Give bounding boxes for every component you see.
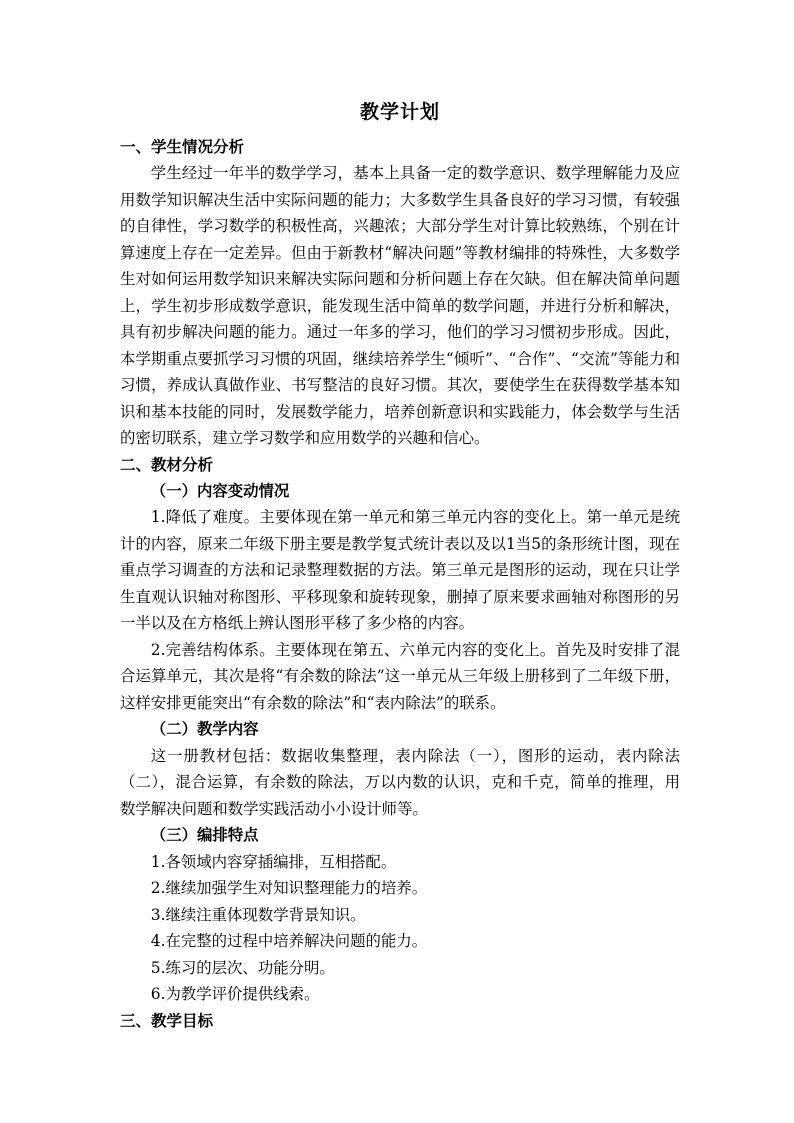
section-heading-student-analysis: 一、学生情况分析 [120, 138, 245, 156]
list-item: 2.继续加强学生对知识整理能力的培养。 [150, 879, 428, 897]
student-analysis-paragraph: 学生经过一年半的数学学习，基本上具备一定的数学意识、数学理解能力及应用数学知识解决生活中实际问题的能力；大多数学生具备良好的学习习惯，有较强的自律性，学习数学的积极性高，兴趣浓；大部分学生对计算比较熟练，个别在计算速度上存在一定差异。但由于新教材“解决问题”等教材编排的特殊性，大多数学生对如何运用数学知识来解决实际问题和分析问题上存在欠缺。但在解决简单问题上，学生初步形成数学意识，能发现生活中简单的数学问题，并进行分析和解决，具有初步解决问题的能力。通过一年多的学习，他们的学习习惯初步形成。因此，本学期重点要抓学习习惯的巩固，继续培养学生“倾听”、“合作”、“交流”等能力和习惯，养成认真做作业、书写整洁的良好习惯。其次，要使学生在获得数学基本知识和基本技能的同时，发展数学能力，培养创新意识和实践能力，体会数学与生活的密切联系，建立学习数学和应用数学的兴趣和信心。 [120, 164, 680, 447]
list-item: 3.继续注重体现数学背景知识。 [150, 905, 366, 924]
section-heading-textbook-analysis: 二、教材分析 [120, 455, 214, 474]
subheading-content-changes: （一）内容变动情况 [150, 481, 290, 500]
section-heading-teaching-goals: 三、教学目标 [120, 1011, 214, 1030]
list-item: 6.为教学评价提供线索。 [150, 985, 320, 1003]
list-item: 4.在完整的过程中培养解决问题的能力。 [150, 932, 428, 950]
subheading-teaching-content: （二）教学内容 [150, 720, 259, 738]
content-changes-paragraph-1: 1.降低了难度。主要体现在第一单元和第三单元内容的变化上。第一单元是统计的内容，原来二年级下册主要是教学复式统计表以及以1当5的条形统计图，现在重点学习调查的方法和记录整理数据的方法。第三单元是图形的运动，现在只让学生直观认识轴对称图形、平移现象和旋转现象，删掉了原来要求画轴对称图形的另一半以及在方格纸上辨认图形平移了多少格的内容。 [120, 508, 680, 632]
document-page [120, 100, 680, 1034]
document-title: 教学计划 [359, 101, 440, 123]
list-item: 5.练习的层次、功能分明。 [150, 958, 335, 977]
teaching-content-paragraph: 这一册教材包括：数据收集整理，表内除法（一），图形的运动，表内除法（二），混合运算，有余数的除法，万以内数的认识，克和千克，简单的推理，用数学解决问题和数学实践活动小小设计师等。 [120, 746, 680, 818]
content-changes-paragraph-2: 2.完善结构体系。主要体现在第五、六单元内容的变化上。首先及时安排了混合运算单元，其次是将“有余数的除法”这一单元从三年级上册移到了二年级下册，这样安排更能突出“有余数的除法”和“表内除法”的联系。 [120, 640, 680, 712]
subheading-arrangement-features: （三）编排特点 [150, 826, 259, 844]
list-item: 1.各领域内容穿插编排，互相搭配。 [150, 852, 397, 871]
